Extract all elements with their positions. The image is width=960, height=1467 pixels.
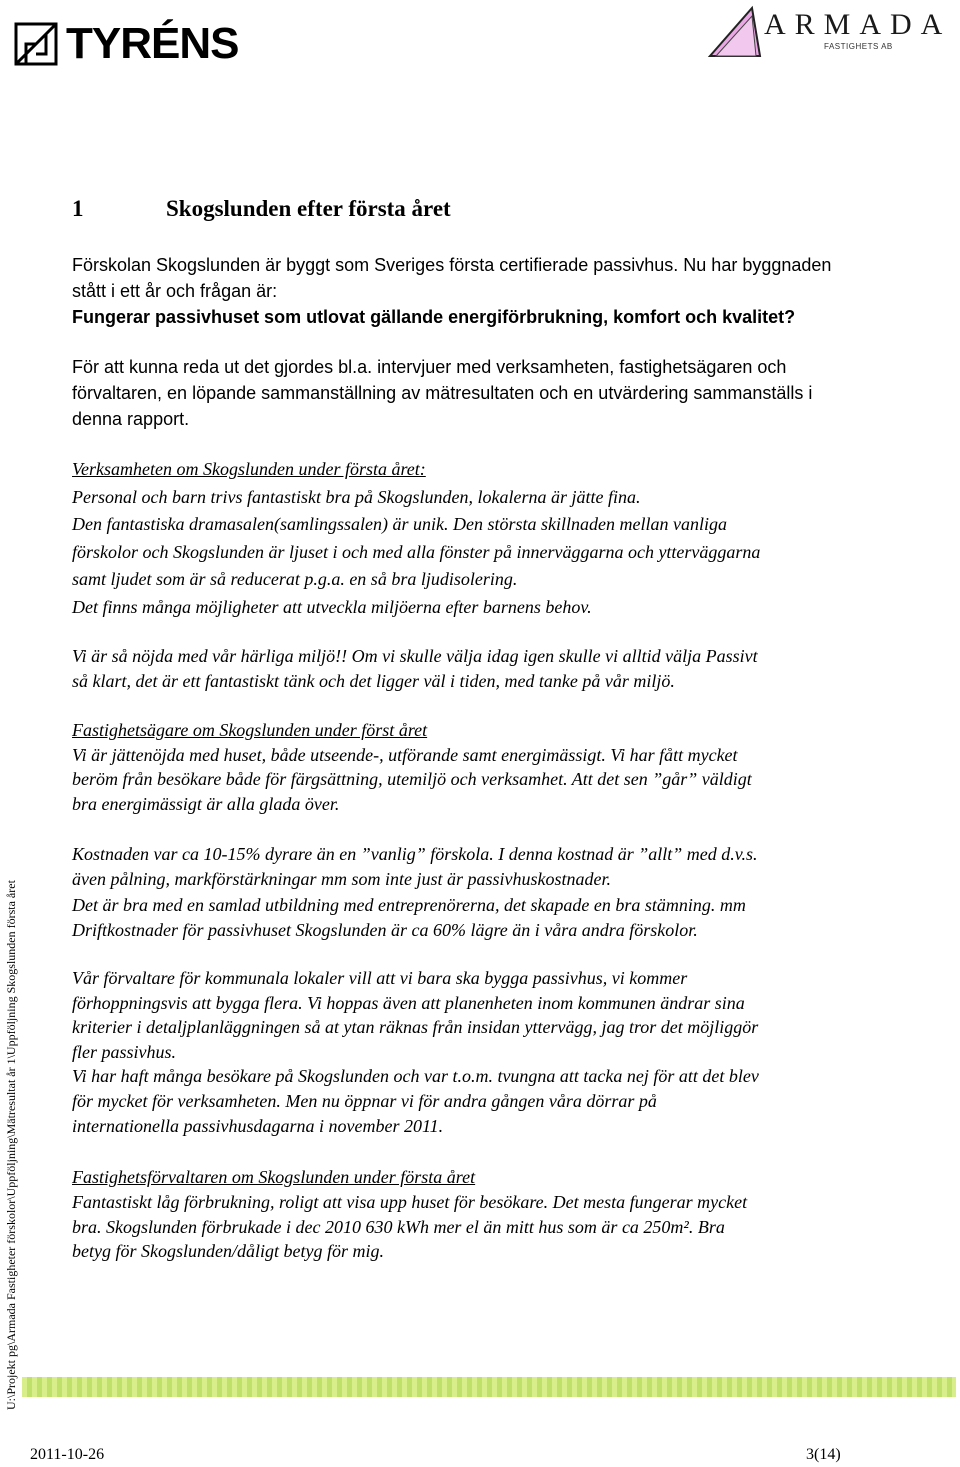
armada-logo-subtext: FASTIGHETS AB xyxy=(824,42,893,51)
heading-title: Skogslunden efter första året xyxy=(166,196,451,221)
method-line: denna rapport. xyxy=(72,409,190,429)
method-line: För att kunna reda ut det gjordes bl.a. intervjuer med verksamheten, fastighetsägaren och xyxy=(72,357,787,377)
intro-line: stått i ett år och frågan är: xyxy=(72,281,278,301)
section-line: bra energimässigt är alla glada över. xyxy=(72,793,340,814)
section-line: fler passivhus. xyxy=(72,1041,177,1062)
file-path-sidebar: U:\Projekt pg\Armada Fastigheter förskolor\Uppföljning\Mätresultat år 1\Uppföljning Skogslunden första året xyxy=(4,880,18,1410)
section-verksamheten xyxy=(72,456,902,621)
section-line: Vi är jättenöjda med huset, både utseende-, utförande samt energimässigt. Vi har fått mycket xyxy=(72,744,738,765)
section-line: bra. Skogslunden förbrukade i dec 2010 630 kWh mer el än mitt hus som är ca 250m². Bra xyxy=(72,1216,725,1237)
section-line: Vi har haft många besökare på Skogslunden och var t.o.m. tvungna att tacka nej för att det blev xyxy=(72,1066,759,1087)
armada-logo xyxy=(706,2,952,62)
tyrens-logo xyxy=(14,19,239,68)
section-line: Fantastiskt låg förbrukning, roligt att visa upp huset för besökare. Det mesta fungerar mycket xyxy=(72,1191,748,1212)
section-line: förhoppningsvis att bygga flera. Vi hoppas även att planenheten inom kommunen ändrar sina xyxy=(72,992,745,1013)
intro-paragraph xyxy=(72,252,902,330)
section-line: Den fantastiska dramasalen(samlingssalen) är unik. Den största skillnaden mellan vanliga xyxy=(72,514,727,534)
section-line: Vår förvaltare för kommunala lokaler vill att vi bara ska bygga passivhus, vi kommer xyxy=(72,968,688,988)
section-line: Det är bra med en samlad utbildning med entreprenörerna, det skapade en bra stämning. mm xyxy=(72,894,746,915)
section-line: Personal och barn trivs fantastiskt bra på Skogslunden, lokalerna är jätte fina. xyxy=(72,486,641,507)
section-line: Kostnaden var ca 10-15% dyrare än en ”vanlig” förskola. I denna kostnad är ”allt” med d.v.s. xyxy=(72,844,758,864)
section-fastighetsagare-cost xyxy=(72,842,902,943)
section-fastighetsagare-heading: Fastighetsägare om Skogslunden under först året xyxy=(72,720,428,740)
footer-date: 2011-10-26 xyxy=(30,1446,105,1463)
method-paragraph xyxy=(72,354,902,432)
intro-question: Fungerar passivhuset som utlovat gällande energiförbrukning, komfort och kvalitet? xyxy=(72,307,796,327)
section-fastighetsagare-future xyxy=(72,966,902,1138)
section-line: betyg för Skogslunden/dåligt betyg för mig. xyxy=(72,1241,384,1262)
section-heading xyxy=(72,196,451,222)
section-line: förskolor och Skogslunden är ljuset i och med alla fönster på innerväggarna och ytterväggarna xyxy=(72,541,761,562)
section-line: Vi är så nöjda med vår härliga miljö!! Om vi skulle välja idag igen skulle vi alltid välja Passivt xyxy=(72,646,758,666)
armada-logo-text: ARMADA xyxy=(764,8,952,41)
section-fastighetsagare xyxy=(72,718,902,816)
section-verksamheten-heading: Verksamheten om Skogslunden under första året: xyxy=(72,459,426,479)
section-line: för mycket för verksamheten. Men nu öppnar vi för andra gången våra dörrar på xyxy=(72,1090,657,1111)
section-line: även pålning, markförstärkningar mm som inte just är passivhuskostnader. xyxy=(72,869,611,890)
section-line: Det finns många möjligheter att utveckla miljöerna efter barnens behov. xyxy=(72,596,592,617)
section-line: så klart, det är ett fantastiskt tänk och det ligger väl i tiden, med tanke på vår miljö. xyxy=(72,671,675,691)
intro-line: Förskolan Skogslunden är byggt som Sveriges första certifierade passivhus. Nu har byggnaden xyxy=(72,255,832,275)
tyrens-logo-text: TYRÉNS xyxy=(66,19,239,68)
section-verksamheten-closing xyxy=(72,644,902,694)
footer-page-number: 3(14) xyxy=(806,1446,841,1463)
section-line: internationella passivhusdagarna i november 2011. xyxy=(72,1115,444,1136)
heading-number: 1 xyxy=(72,196,84,221)
armada-triangle-icon xyxy=(706,2,766,62)
decorative-band xyxy=(22,1377,956,1397)
section-line: kriterier i detaljplanläggningen så at ytan räknas från insidan yttervägg, jag tror det möjliggör xyxy=(72,1017,759,1038)
section-forvaltaren xyxy=(72,1165,902,1264)
section-forvaltaren-heading: Fastighetsförvaltaren om Skogslunden under första året xyxy=(72,1167,476,1187)
tyrens-mark-icon xyxy=(14,22,58,66)
section-line: samt ljudet som är så reducerat p.g.a. en så bra ljudisolering. xyxy=(72,569,518,589)
section-line: Driftkostnader för passivhuset Skogslunden är ca 60% lägre än i våra andra förskolor. xyxy=(72,919,698,940)
section-line: beröm från besökare både för färgsättning, utemiljö och verksamhet. Att det sen ”går” väldigt xyxy=(72,769,752,790)
method-line: förvaltaren, en löpande sammanställning av mätresultaten och en utvärdering sammanställs i xyxy=(72,383,813,403)
